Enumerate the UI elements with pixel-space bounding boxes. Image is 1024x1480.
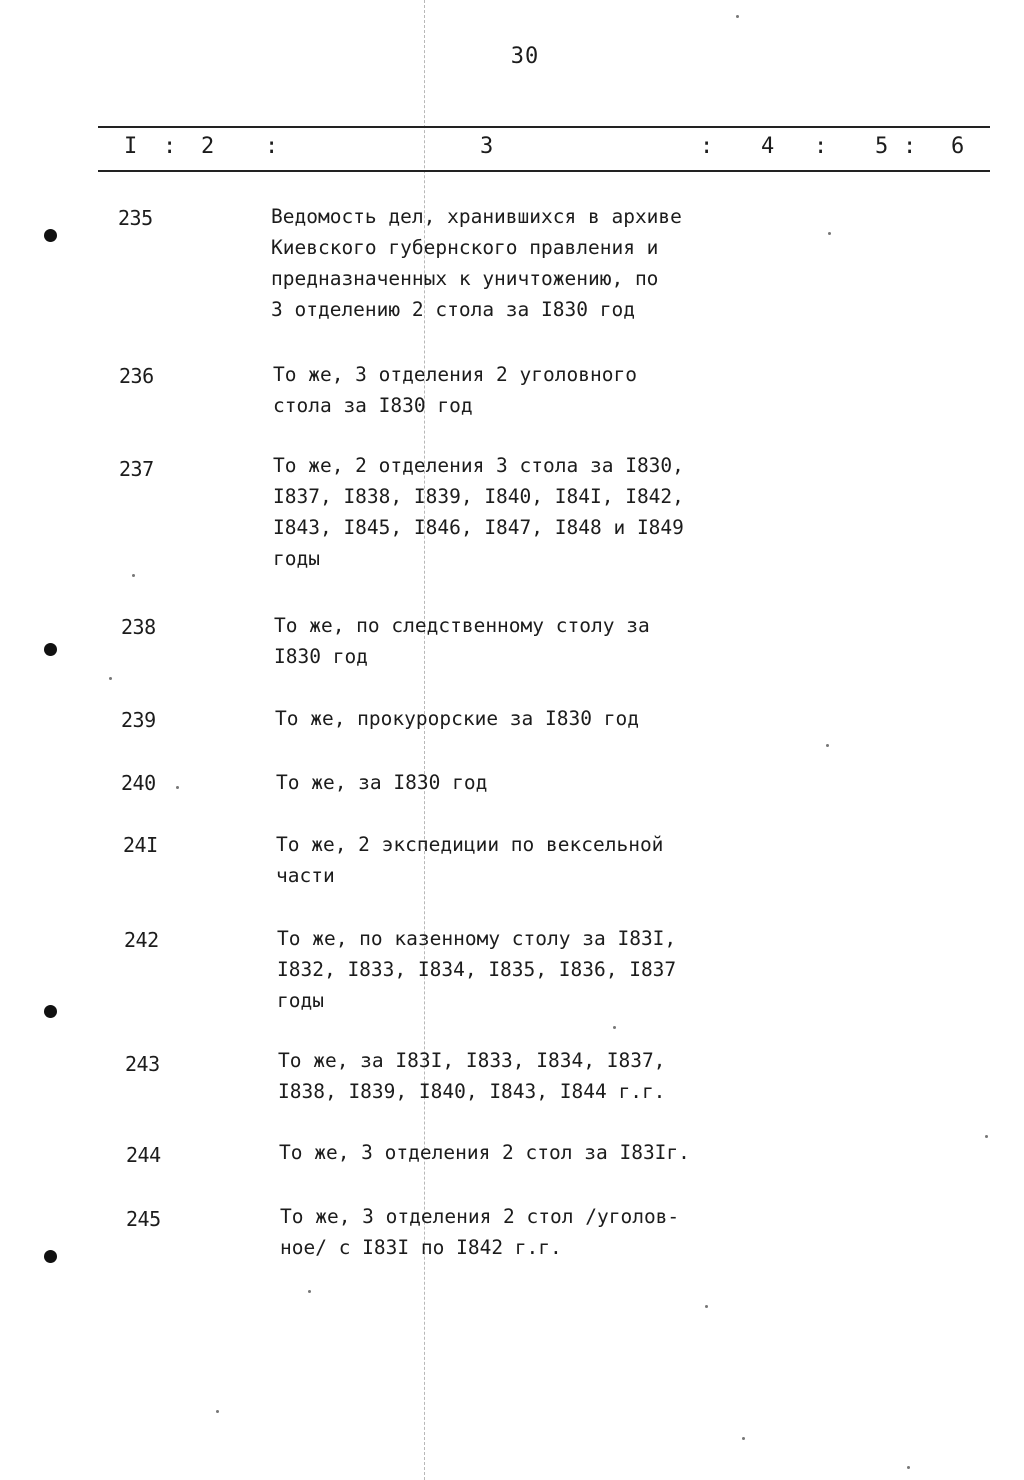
punch-hole bbox=[44, 643, 57, 656]
entry-number: 237 bbox=[119, 457, 154, 481]
punch-hole bbox=[44, 1250, 57, 1263]
punch-hole bbox=[44, 1005, 57, 1018]
entry-number: 238 bbox=[121, 615, 156, 639]
scan-speck bbox=[109, 677, 112, 680]
scan-speck bbox=[308, 1290, 311, 1293]
column-separator: : bbox=[700, 134, 714, 159]
entry-number: 245 bbox=[126, 1207, 161, 1231]
punch-hole bbox=[44, 229, 57, 242]
header-rule-top bbox=[98, 126, 990, 128]
column-separator: : bbox=[265, 134, 279, 159]
entry-number: 239 bbox=[121, 708, 156, 732]
entry-description: То же, за I830 год bbox=[276, 771, 488, 794]
column-separator: : bbox=[814, 134, 828, 159]
column-header-5: 5 bbox=[875, 134, 889, 159]
scan-speck bbox=[742, 1437, 745, 1440]
column-header-4: 4 bbox=[761, 134, 775, 159]
column-separator: : bbox=[163, 134, 177, 159]
entry-number: 242 bbox=[124, 928, 159, 952]
column-header-2: 2 bbox=[201, 134, 215, 159]
scan-speck bbox=[216, 1410, 219, 1413]
entry-number: 236 bbox=[119, 364, 154, 388]
column-header-3: 3 bbox=[480, 134, 494, 159]
scan-speck bbox=[736, 15, 739, 18]
page-number: 30 bbox=[510, 44, 540, 69]
scan-speck bbox=[828, 232, 831, 235]
scan-speck bbox=[907, 1466, 910, 1469]
scan-speck bbox=[826, 744, 829, 747]
entry-description: Ведомость дел, хранившихся в архиве Киевского губернского правления и предназначенных к уничтожению, по 3 отделению 2 стола за I830 год bbox=[271, 205, 682, 321]
scan-speck bbox=[613, 1026, 616, 1029]
column-header-6: 6 bbox=[951, 134, 965, 159]
scan-speck bbox=[132, 574, 135, 577]
scan-speck bbox=[985, 1135, 988, 1138]
entry-description: То же, 3 отделения 2 уголовного стола за I830 год bbox=[273, 363, 637, 417]
entry-number: 240 bbox=[121, 771, 156, 795]
column-separator: : bbox=[903, 134, 917, 159]
column-header-1: I bbox=[124, 134, 138, 159]
entry-number: 244 bbox=[126, 1143, 161, 1167]
entry-description: То же, 2 экспедиции по вексельной части bbox=[276, 833, 664, 887]
entry-description: То же, 3 отделения 2 стол за I83Iг. bbox=[279, 1141, 690, 1164]
entry-description: То же, 3 отделения 2 стол /уголов- ное/ с I83I по I842 г.г. bbox=[280, 1205, 680, 1259]
scan-speck bbox=[176, 786, 179, 789]
entry-description: То же, по следственному столу за I830 год bbox=[274, 614, 650, 668]
entry-description: То же, по казенному столу за I83I, I832, I833, I834, I835, I836, I837 годы bbox=[277, 927, 677, 1012]
entry-number: 24I bbox=[123, 833, 158, 857]
entry-description: То же, 2 отделения 3 стола за I830, I837, I838, I839, I840, I84I, I842, I843, I845, I846, I847, I848 и I849 годы bbox=[273, 454, 684, 570]
scan-speck bbox=[705, 1305, 708, 1308]
header-rule-bottom bbox=[98, 170, 990, 172]
entry-number: 243 bbox=[125, 1052, 160, 1076]
entry-description: То же, за I83I, I833, I834, I837, I838, I839, I840, I843, I844 г.г. bbox=[278, 1049, 666, 1103]
entry-number: 235 bbox=[118, 206, 153, 230]
entry-description: То же, прокурорские за I830 год bbox=[275, 707, 639, 730]
